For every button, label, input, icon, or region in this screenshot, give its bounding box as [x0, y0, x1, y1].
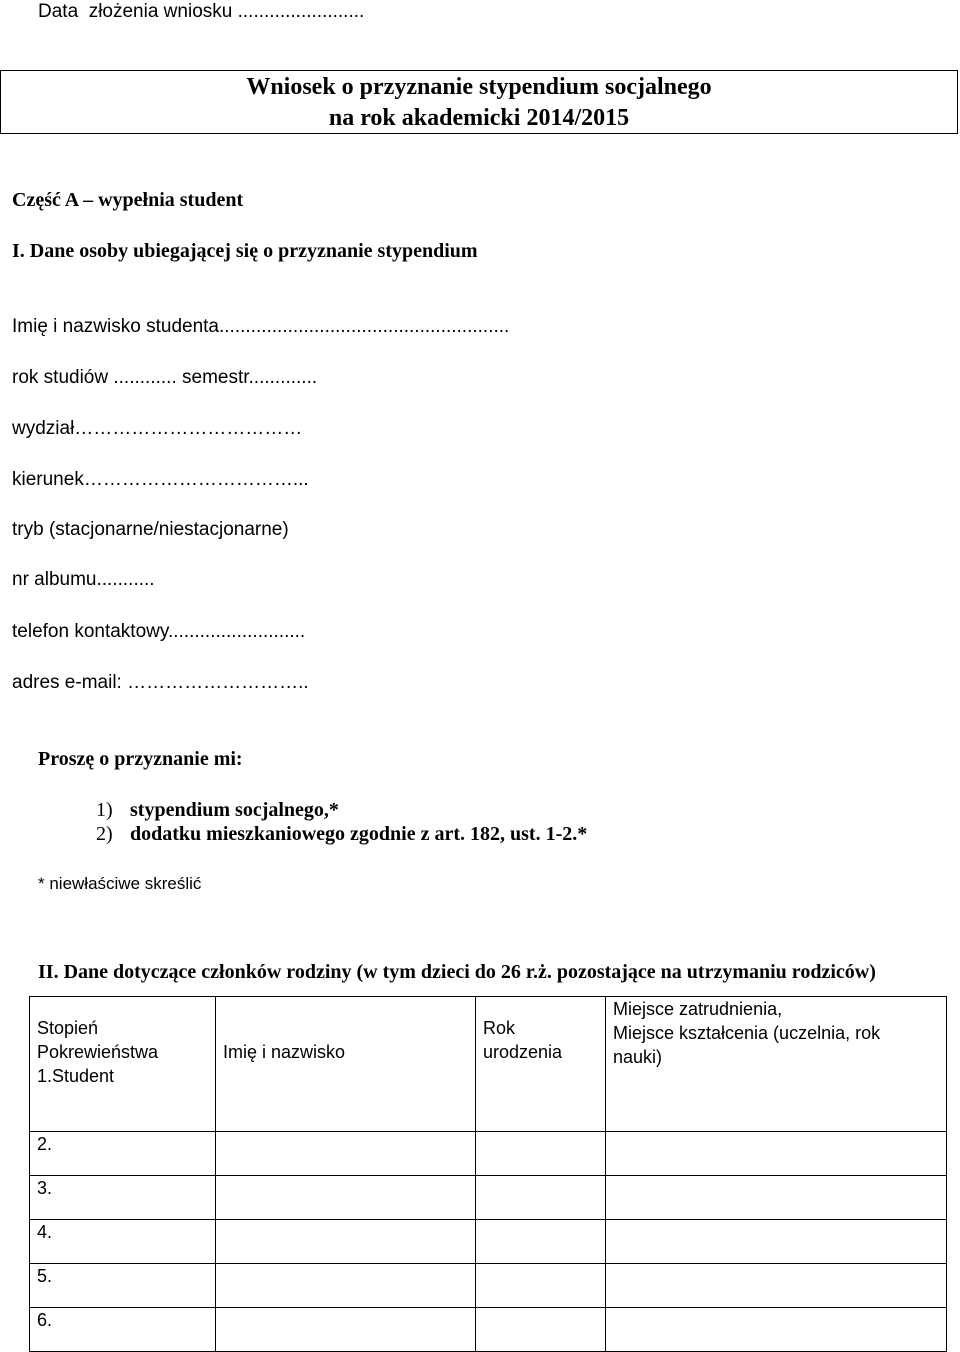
header-full-name-line: Imię i nazwisko [223, 1042, 346, 1062]
first-row-student-label: 1.Student [37, 1066, 115, 1086]
table-row [30, 1264, 947, 1308]
name-cell[interactable] [216, 1264, 476, 1308]
academic-year-subtitle: na rok akademicki 2014/2015 [328, 105, 630, 131]
row-number: 4. [30, 1220, 216, 1264]
header-birth-year [476, 997, 606, 1132]
study-mode-field[interactable]: tryb (stacjonarne/niestacjonarne) [12, 519, 289, 540]
header-workplace-line: Miejsce zatrudnienia, [613, 999, 783, 1019]
request-item-number: 1) [96, 799, 113, 821]
album-number-field[interactable]: nr albumu........... [12, 569, 155, 590]
table-row [30, 1308, 947, 1352]
workplace-cell[interactable] [606, 1132, 947, 1176]
submission-date-field[interactable]: Data złożenia wniosku ........................ [38, 1, 365, 22]
header-relationship-line: Stopień [37, 1018, 99, 1038]
faculty-field[interactable]: wydział……………………………… [12, 418, 303, 439]
header-birth-year-line: urodzenia [483, 1042, 563, 1062]
row-number: 3. [30, 1176, 216, 1220]
request-item-text: dodatku mieszkaniowego zgodnie z art. 182, ust. 1-2.* [130, 823, 588, 845]
header-workplace [606, 997, 947, 1132]
request-item-text: stypendium socjalnego,* [130, 799, 339, 821]
request-heading: Proszę o przyznanie mi: [38, 748, 243, 770]
header-full-name [216, 997, 476, 1132]
phone-field[interactable]: telefon kontaktowy.......................... [12, 621, 306, 642]
birth-year-cell[interactable] [476, 1176, 606, 1220]
row-number: 2. [30, 1132, 216, 1176]
row-number: 5. [30, 1264, 216, 1308]
workplace-cell[interactable] [606, 1220, 947, 1264]
header-relationship-line: Pokrewieństwa [37, 1042, 159, 1062]
name-cell[interactable] [216, 1308, 476, 1352]
name-cell[interactable] [216, 1176, 476, 1220]
major-field[interactable]: kierunek……………………………... [12, 469, 309, 490]
header-workplace-line: Miejsce kształcenia (uczelnia, rok [613, 1023, 881, 1043]
section-1-heading: I. Dane osoby ubiegającej się o przyznanie stypendium [12, 240, 478, 262]
student-name-field[interactable]: Imię i nazwisko studenta....................................................... [12, 316, 510, 337]
request-item-number: 2) [96, 823, 113, 845]
name-cell[interactable] [216, 1132, 476, 1176]
title-box [0, 70, 958, 134]
birth-year-cell[interactable] [476, 1132, 606, 1176]
footnote: * niewłaściwe skreślić [38, 874, 202, 893]
birth-year-cell[interactable] [476, 1220, 606, 1264]
document-title: Wniosek o przyznanie stypendium socjalnego [246, 74, 712, 100]
header-full-name-line [223, 1016, 475, 1040]
email-field[interactable]: adres e-mail: ……………………….. [12, 672, 309, 693]
header-relationship [30, 997, 216, 1132]
birth-year-cell[interactable] [476, 1308, 606, 1352]
workplace-cell[interactable] [606, 1176, 947, 1220]
header-birth-year-line: Rok [483, 1018, 516, 1038]
name-cell[interactable] [216, 1220, 476, 1264]
row-number: 6. [30, 1308, 216, 1352]
table-row [30, 1132, 947, 1176]
year-semester-field[interactable]: rok studiów ............ semestr............. [12, 367, 318, 388]
workplace-cell[interactable] [606, 1264, 947, 1308]
birth-year-cell[interactable] [476, 1264, 606, 1308]
table-row [30, 1220, 947, 1264]
part-a-label: Część A – wypełnia student [12, 189, 244, 211]
header-workplace-line: nauki) [613, 1047, 663, 1067]
section-2-heading: II. Dane dotyczące członków rodziny (w tym dzieci do 26 r.ż. pozostające na utrzymaniu rodziców) [38, 961, 876, 983]
table-header-row [30, 997, 947, 1132]
workplace-cell[interactable] [606, 1308, 947, 1352]
family-members-table [29, 996, 947, 1352]
table-row [30, 1176, 947, 1220]
